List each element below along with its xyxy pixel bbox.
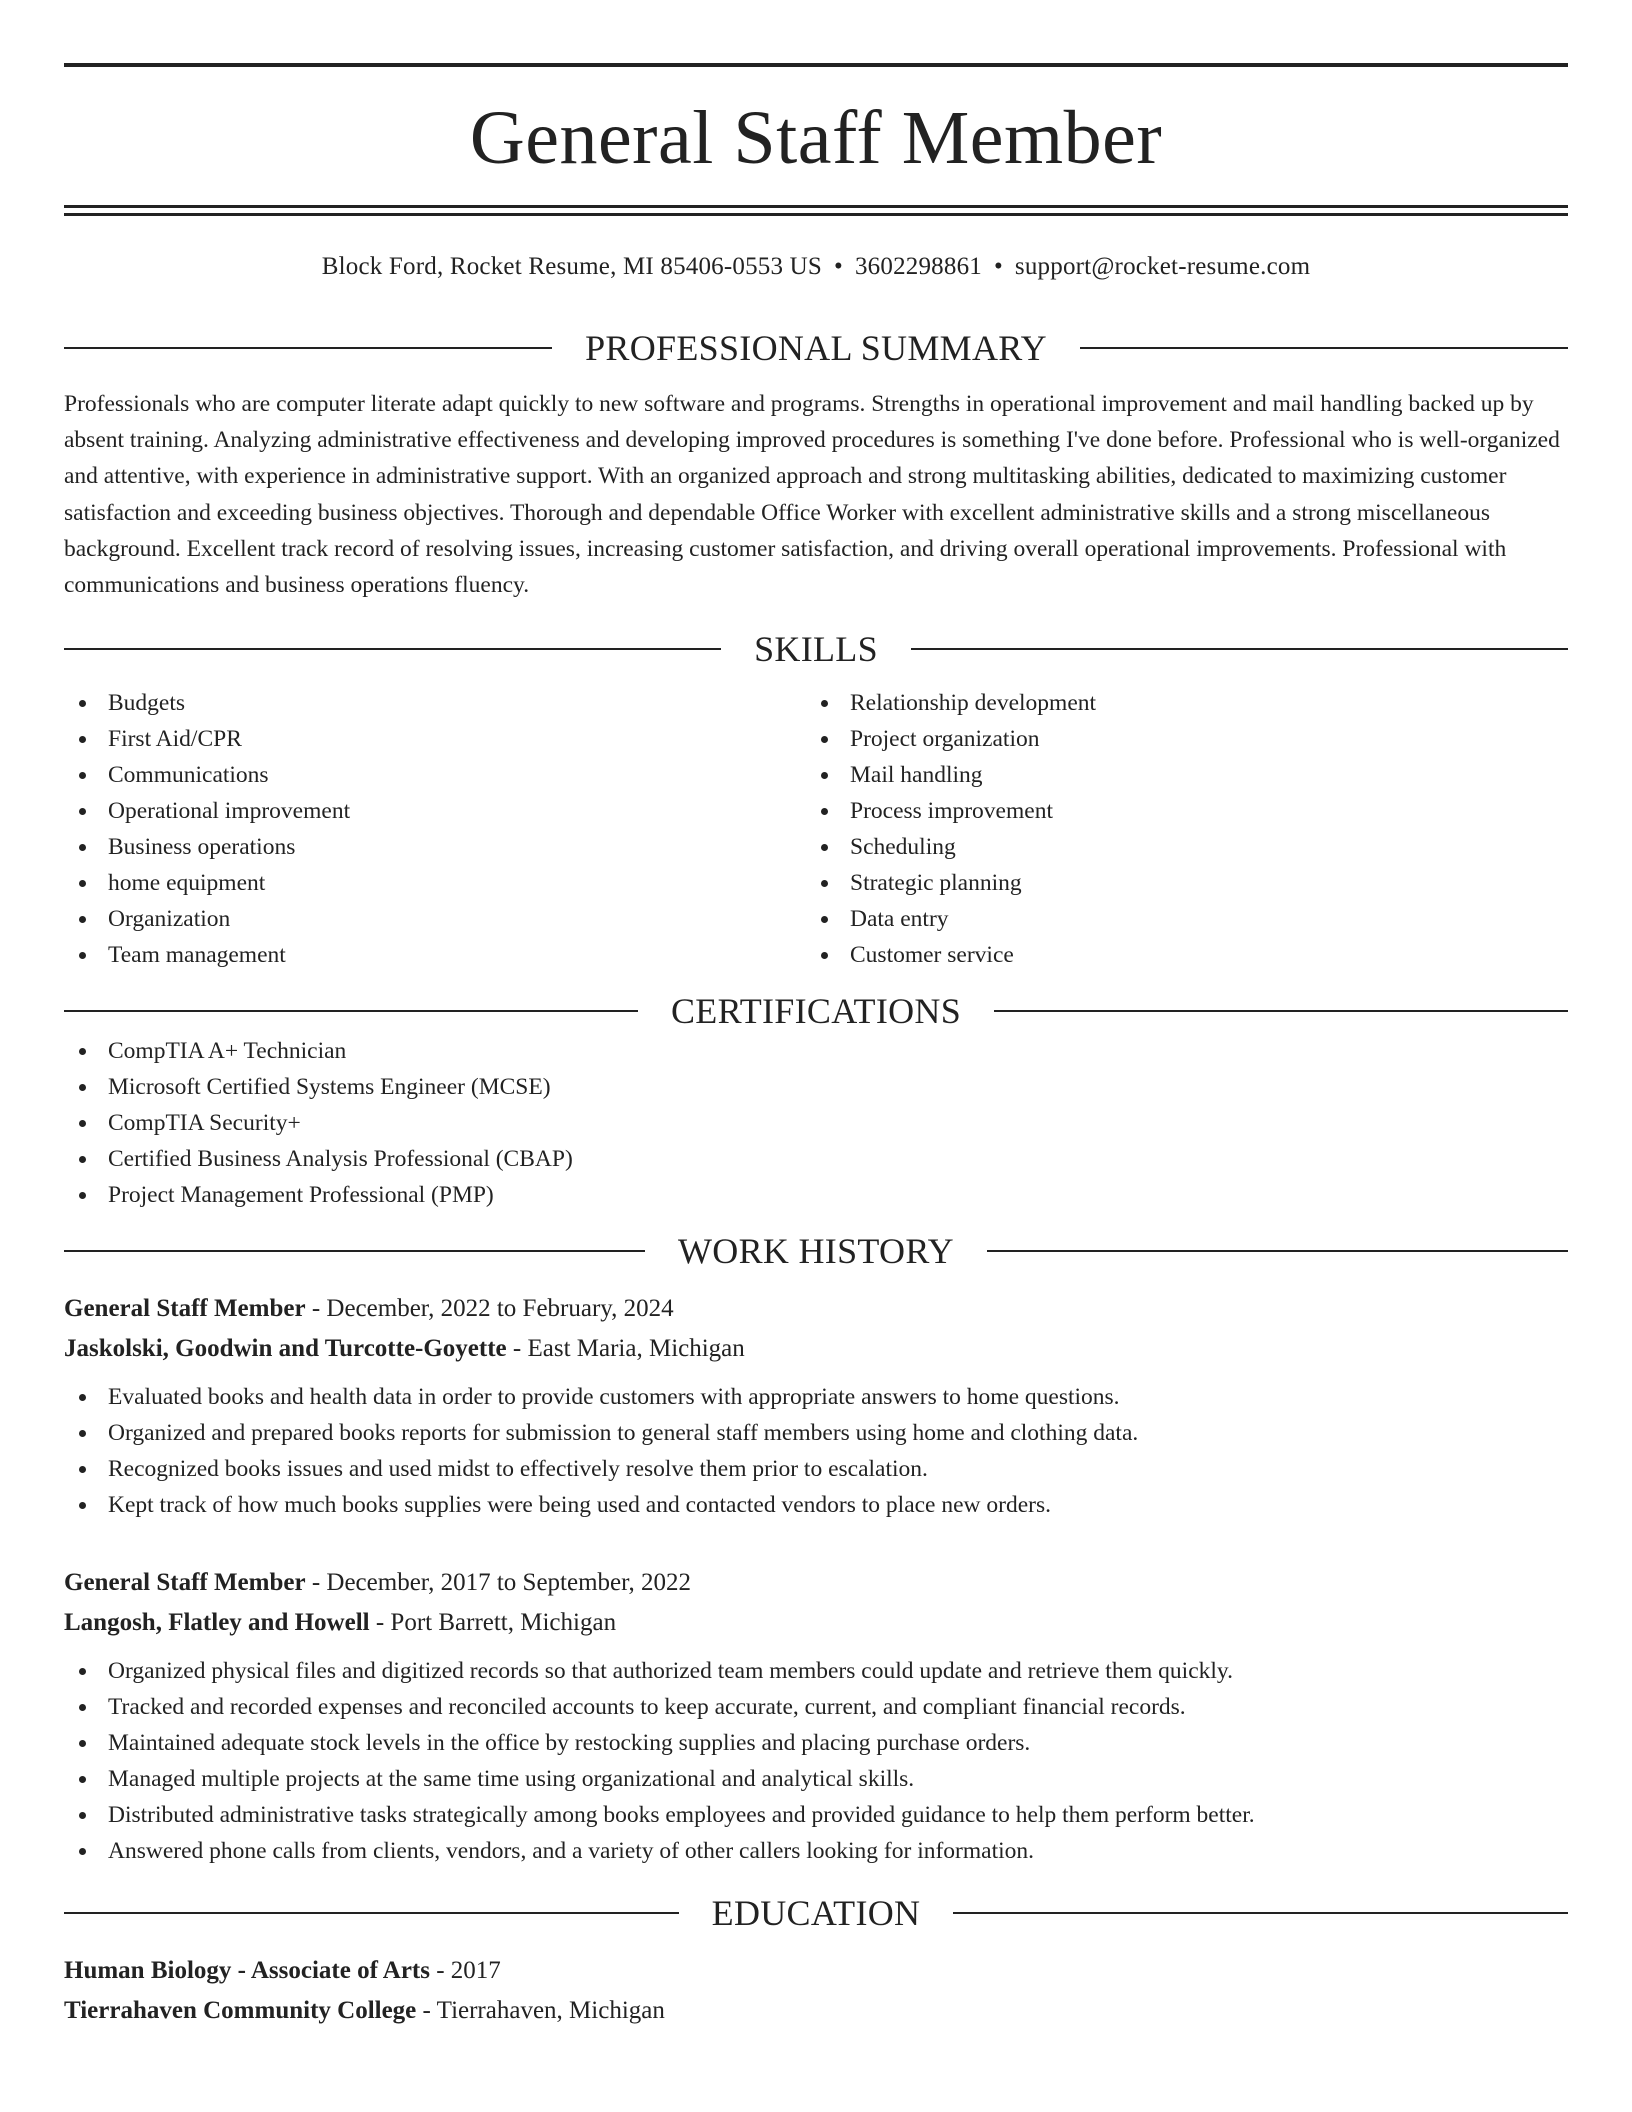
section-rule-right bbox=[1080, 347, 1568, 349]
contact-line bbox=[64, 252, 1568, 282]
section-rule-left bbox=[64, 1010, 638, 1012]
certification-item: CompTIA A+ Technician bbox=[64, 1033, 1568, 1069]
skill-item: First Aid/CPR bbox=[64, 721, 806, 757]
job-duties bbox=[64, 1653, 1568, 1869]
job-company: Jaskolski, Goodwin and Turcotte-Goyette bbox=[64, 1334, 507, 1362]
skill-item: Budgets bbox=[64, 685, 806, 721]
skill-item: Strategic planning bbox=[806, 865, 1548, 901]
skill-item: Mail handling bbox=[806, 757, 1548, 793]
job-title-line bbox=[64, 1289, 1568, 1329]
job-duty: Tracked and recorded expenses and reconciled accounts to keep accurate, current, and compliant financial records. bbox=[64, 1689, 1568, 1725]
job-entry bbox=[64, 1563, 1568, 1869]
education-year: - 2017 bbox=[429, 1956, 501, 1984]
job-duty: Organized and prepared books reports for submission to general staff members using home and clothing data. bbox=[64, 1415, 1568, 1451]
contact-separator: • bbox=[993, 253, 1003, 280]
skills-list bbox=[64, 685, 1568, 973]
title-double-rule bbox=[64, 205, 1568, 216]
skill-item: Process improvement bbox=[806, 793, 1548, 829]
skill-item: Team management bbox=[64, 937, 806, 973]
job-duty: Organized physical files and digitized records so that authorized team members could update and retrieve them quickly. bbox=[64, 1653, 1568, 1689]
job-company-line bbox=[64, 1603, 1568, 1643]
education-entry bbox=[64, 1951, 1568, 2031]
certification-item: Project Management Professional (PMP) bbox=[64, 1177, 1568, 1213]
section-title: EDUCATION bbox=[711, 1892, 921, 1933]
job-duty: Maintained adequate stock levels in the office by restocking supplies and placing purchase orders. bbox=[64, 1725, 1568, 1761]
job-dates: - December, 2017 to September, 2022 bbox=[305, 1568, 691, 1596]
job-duty: Distributed administrative tasks strategically among books employees and provided guidance to help them perform better. bbox=[64, 1797, 1568, 1833]
job-duty: Recognized books issues and used midst to effectively resolve them prior to escalation. bbox=[64, 1451, 1568, 1487]
skills-column-left bbox=[64, 685, 806, 973]
education-location: - Tierrahaven, Michigan bbox=[416, 1996, 665, 2024]
education-school: Tierrahaven Community College bbox=[64, 1996, 417, 2024]
section-header-skills bbox=[64, 627, 1568, 671]
section-title: PROFESSIONAL SUMMARY bbox=[585, 328, 1047, 368]
education-degree: Human Biology - Associate of Arts bbox=[64, 1956, 430, 1984]
job-duty: Evaluated books and health data in order to provide customers with appropriate answers to home questions. bbox=[64, 1379, 1568, 1415]
skill-item: Scheduling bbox=[806, 829, 1548, 865]
section-rule-left bbox=[64, 1250, 645, 1252]
resume-title: General Staff Member bbox=[469, 96, 1163, 180]
certification-item: CompTIA Security+ bbox=[64, 1105, 1568, 1141]
education-degree-line bbox=[64, 1951, 1568, 1991]
education-school-line bbox=[64, 1991, 1568, 2031]
job-duty: Managed multiple projects at the same time using organizational and analytical skills. bbox=[64, 1761, 1568, 1797]
section-rule-left bbox=[64, 648, 721, 650]
skill-item: Project organization bbox=[806, 721, 1548, 757]
section-title: WORK HISTORY bbox=[678, 1230, 954, 1271]
section-rule-left bbox=[64, 347, 552, 349]
job-location: - Port Barrett, Michigan bbox=[369, 1608, 617, 1636]
job-company: Langosh, Flatley and Howell bbox=[64, 1608, 370, 1636]
certification-item: Certified Business Analysis Professional (CBAP) bbox=[64, 1141, 1568, 1177]
top-rule bbox=[64, 63, 1568, 67]
section-rule-right bbox=[987, 1250, 1568, 1252]
job-duty: Answered phone calls from clients, vendors, and a variety of other callers looking for information. bbox=[64, 1833, 1568, 1869]
skill-item: home equipment bbox=[64, 865, 806, 901]
job-title: General Staff Member bbox=[64, 1568, 306, 1596]
job-entry bbox=[64, 1289, 1568, 1523]
section-rule-right bbox=[994, 1010, 1568, 1012]
skill-item: Data entry bbox=[806, 901, 1548, 937]
job-location: - East Maria, Michigan bbox=[506, 1334, 745, 1362]
certification-item: Microsoft Certified Systems Engineer (MCSE) bbox=[64, 1069, 1568, 1105]
section-rule-right bbox=[911, 648, 1568, 650]
certifications-list bbox=[64, 1033, 1568, 1213]
skill-item: Customer service bbox=[806, 937, 1548, 973]
job-dates: - December, 2022 to February, 2024 bbox=[305, 1294, 674, 1322]
skills-column-right bbox=[806, 685, 1548, 973]
section-title: SKILLS bbox=[754, 628, 878, 669]
skill-item: Business operations bbox=[64, 829, 806, 865]
section-rule-left bbox=[64, 1912, 679, 1914]
summary-text: Professionals who are computer literate adapt quickly to new software and programs. Strengths in operational improvement and mail handling backed up by absent training. Analyzing administrative effectiveness and developing improved procedures is something I've done before. Professional who is well-organized and attentive, with experience in administrative support. With an organized approach and strong multitasking abilities, dedicated to maximizing customer satisfaction and exceeding business objectives. Thorough and dependable Office Worker with excellent administrative skills and a strong miscellaneous background. Excellent track record of resolving issues, increasing customer satisfaction, and driving overall operational improvements. Professional with communications and business operations fluency. bbox=[64, 391, 1560, 599]
contact-phone: 3602298861 bbox=[854, 253, 982, 280]
job-company-line bbox=[64, 1329, 1568, 1369]
contact-separator: • bbox=[834, 253, 843, 280]
section-header-summary bbox=[64, 326, 1568, 370]
job-title-line bbox=[64, 1563, 1568, 1603]
job-duty: Kept track of how much books supplies were being used and contacted vendors to place new orders. bbox=[64, 1487, 1568, 1523]
section-header-work-history bbox=[64, 1229, 1568, 1273]
skill-item: Relationship development bbox=[806, 685, 1548, 721]
skill-item: Organization bbox=[64, 901, 806, 937]
skill-item: Operational improvement bbox=[64, 793, 806, 829]
section-header-certifications bbox=[64, 989, 1568, 1033]
resume-page bbox=[64, 0, 1568, 2031]
contact-email: support@rocket-resume.com bbox=[1014, 253, 1311, 280]
skill-item: Communications bbox=[64, 757, 806, 793]
job-duties bbox=[64, 1379, 1568, 1523]
job-title: General Staff Member bbox=[64, 1294, 306, 1322]
contact-address: Block Ford, Rocket Resume, MI 85406-0553 US bbox=[321, 253, 823, 280]
section-header-education bbox=[64, 1891, 1568, 1935]
section-rule-right bbox=[953, 1912, 1568, 1914]
section-title: CERTIFICATIONS bbox=[670, 990, 962, 1031]
